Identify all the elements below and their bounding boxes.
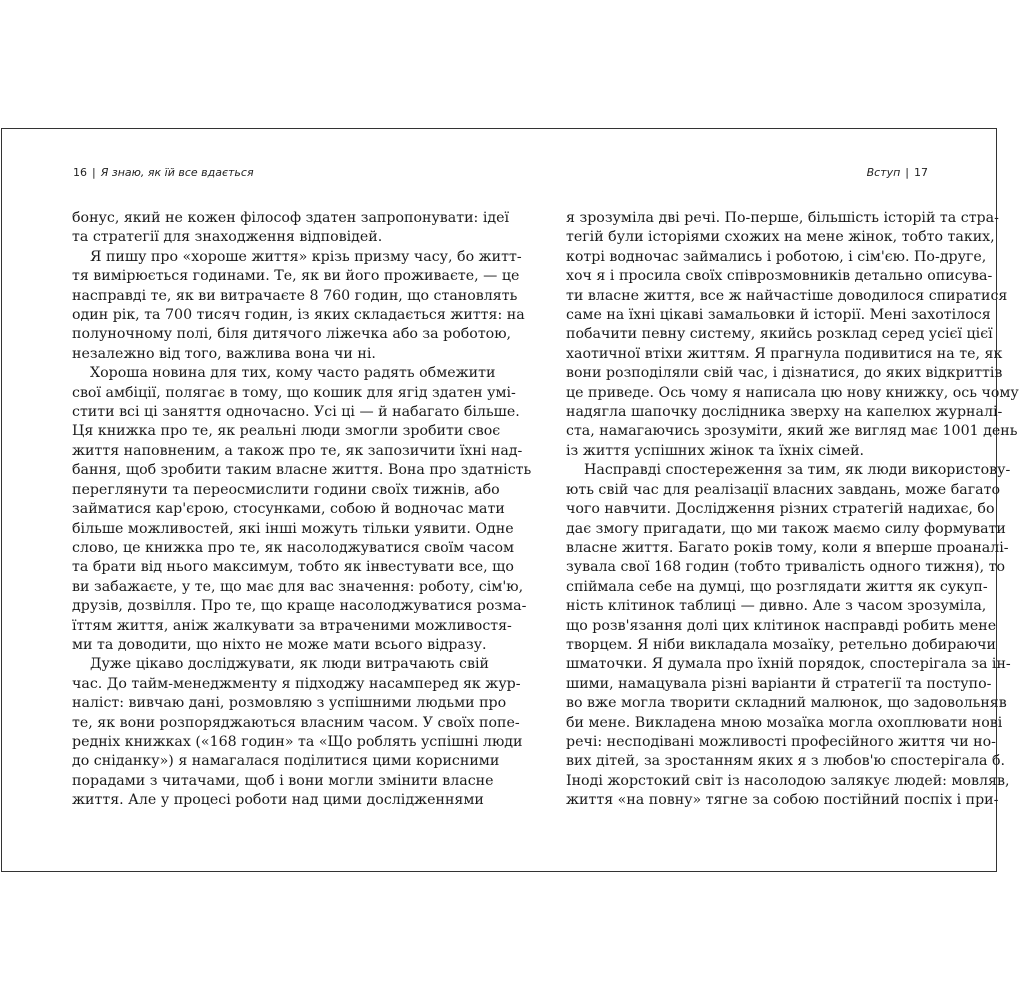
text-line: во вже могла творити складний малюнок, що задовольняв xyxy=(566,695,1007,712)
text-line: спіймала себе на думці, що розглядати життя як сукуп- xyxy=(566,578,988,595)
text-line: дає змогу пригадати, що ми також маємо силу формувати xyxy=(566,520,1006,537)
text-line: більше можливостей, які інші можуть тільки уявити. Одне xyxy=(72,520,514,537)
text-line: бонус, який не кожен філософ здатен запропонувати: ідеї xyxy=(72,210,510,226)
text-line: слово, це книжка про те, як насолоджуватися своїм часом xyxy=(72,539,515,556)
text-line: бання, щоб зробити таким власне життя. Вона про здатність xyxy=(72,462,532,479)
text-line: надягла шапочку дослідника зверху на капелюх журналі- xyxy=(566,404,1003,421)
text-line: творцем. Я ніби викладала мозаїку, ретельно добираючи xyxy=(566,636,996,653)
text-line: вони розподіляли свій час, і дізнатися, до яких відкриттів xyxy=(566,365,1003,382)
text-line: Дуже цікаво досліджувати, як люди витрачають свій xyxy=(90,656,489,673)
header-separator: | xyxy=(92,166,96,179)
text-line: життя наповненим, а також про те, як запозичити їхні над- xyxy=(72,442,523,459)
text-line: до сніданку») я намагалася поділитися цими корисними xyxy=(72,753,500,770)
text-line: би мене. Викладена мною мозаїка могла охоплювати нові xyxy=(566,714,1003,731)
paragraph xyxy=(72,655,523,810)
text-line: один рік, та 700 тисяч годин, із яких складається життя: на xyxy=(72,307,525,324)
text-line: та брати від нього максимум, тобто як інвестувати все, що xyxy=(72,559,514,576)
text-line: Хороша новина для тих, кому часто радять обмежити xyxy=(90,365,496,382)
text-line: час. До тайм-менеджменту я підходжу насамперед як жур- xyxy=(72,675,521,692)
text-line: полуночному полі, біля дитячого ліжечка або за роботою, xyxy=(72,326,512,343)
text-line: що розв'язання долі цих клітинок насправді робить мене xyxy=(566,617,997,634)
text-line: чого навчити. Дослідження різних стратегій надихає, бо xyxy=(566,501,995,518)
text-line: зувала свої 168 годин (тобто тривалість одного тижня), то xyxy=(566,559,1006,576)
text-line: побачити певну систему, якийсь розклад серед усієї цієї xyxy=(566,326,993,343)
text-line: незалежно від того, важлива вона чи ні. xyxy=(72,345,376,362)
text-line: власне життя. Багато років тому, коли я вперше проаналі- xyxy=(566,539,1009,556)
page-number: 16 xyxy=(73,166,87,179)
text-line: із життя успішних жінок та їхніх сімей. xyxy=(566,442,865,459)
right-page xyxy=(500,129,1019,871)
header-separator: | xyxy=(905,166,909,179)
text-line: те, як вони розпоряджаються власним часом. У своїх попе- xyxy=(72,714,520,731)
right-page-header xyxy=(867,166,928,179)
text-line: речі: несподівані можливості професійного життя чи но- xyxy=(566,733,996,750)
text-line: життя «на повну» тягне за собою постійний поспіх і при- xyxy=(566,792,999,809)
text-line: переглянути та переосмислити години своїх тижнів, або xyxy=(72,481,500,498)
text-line: тя вимірюється годинами. Те, як ви його проживаєте, — це xyxy=(72,268,520,285)
paragraph xyxy=(566,461,1011,810)
text-line: вих дітей, за зростанням яких я з любов'ю спостерігала б. xyxy=(566,753,1006,770)
text-line: шматочки. Я думала про їхній порядок, спостерігала за ін- xyxy=(566,656,1011,673)
text-line: займатися кар'єрою, стосунками, собою й водночас мати xyxy=(72,501,505,518)
text-line: насправді те, як ви витрачаєте 8 760 годин, що становлять xyxy=(72,287,518,304)
text-line: свої амбіції, полягає в тому, що кошик для ягід здатен умі- xyxy=(72,384,516,401)
text-line: та стратегії для знаходження відповідей. xyxy=(72,229,383,246)
text-line: це приведе. Ось чому я написала цю нову книжку, ось чому xyxy=(566,384,1019,401)
text-line: котрі водночас займались і роботою, і сім'єю. По-друге, xyxy=(566,248,987,265)
text-line: я зрозуміла дві речі. По-перше, більшість історій та стра- xyxy=(566,210,999,226)
paragraph xyxy=(72,364,532,655)
text-line: порадами з читачами, щоб і вони могли змінити власне xyxy=(72,772,494,789)
text-line: їттям життя, аніж жалкувати за втраченими можливостя- xyxy=(72,617,512,634)
text-line: саме на їхні цікаві замальовки й історії. Мені захотілося xyxy=(566,307,991,324)
paragraph xyxy=(72,248,525,364)
running-title: Я знаю, як їй все вдається xyxy=(100,166,254,179)
left-page xyxy=(2,129,532,871)
right-page-text xyxy=(566,209,1019,811)
left-page-header xyxy=(73,166,254,179)
text-line: Насправді спостереження за тим, як люди використову- xyxy=(584,462,1011,479)
text-line: Іноді жорстокий світ із насолодою залякує людей: мовляв, xyxy=(566,772,1010,789)
text-line: тегій були історіями схожих на мене жінок, тобто таких, xyxy=(566,229,995,246)
page-number: 17 xyxy=(914,166,928,179)
text-line: ста, намагаючись зрозуміти, який же вигляд має 1001 день xyxy=(566,423,1018,440)
text-line: стити всі ці заняття одночасно. Усі ці — й набагато більше. xyxy=(72,404,520,421)
text-line: Ця книжка про те, як реальні люди змогли зробити своє xyxy=(72,423,501,440)
book-spread xyxy=(1,128,1019,872)
text-line: наліст: вивчаю дані, розмовляю з успішними людьми про xyxy=(72,695,507,712)
text-line: життя. Але у процесі роботи над цими дослідженнями xyxy=(72,792,484,809)
text-line: ми та доводити, що ніхто не може мати всього відразу. xyxy=(72,636,487,653)
running-title: Вступ xyxy=(866,166,901,179)
text-line: хоч я і просила своїх співрозмовників детально описува- xyxy=(566,268,993,285)
left-page-text xyxy=(72,209,532,811)
text-line: ви забажаєте, у те, що має для вас значення: роботу, сім'ю, xyxy=(72,578,524,595)
text-line: хаотичної втіхи життям. Я прагнула подивитися на те, як xyxy=(566,345,1003,362)
text-line: ти власне життя, все ж найчастіше доводилося спиратися xyxy=(566,287,1008,304)
text-line: Я пишу про «хороше життя» крізь призму часу, бо житт- xyxy=(90,248,522,265)
text-line: редніх книжках («168 годин» та «Що роблять успішні люди xyxy=(72,733,523,750)
text-line: друзів, дозвілля. Про те, що краще насолоджуватися розма- xyxy=(72,598,527,615)
paragraph xyxy=(566,209,1019,461)
text-line: ність клітинок таблиці — дивно. Але з часом зрозуміла, xyxy=(566,598,987,615)
text-line: ють свій час для реалізації власних завдань, може багато xyxy=(566,481,1000,498)
text-line: шими, намацувала різні варіанти й стратегії та поступо- xyxy=(566,675,992,692)
paragraph xyxy=(72,209,510,248)
